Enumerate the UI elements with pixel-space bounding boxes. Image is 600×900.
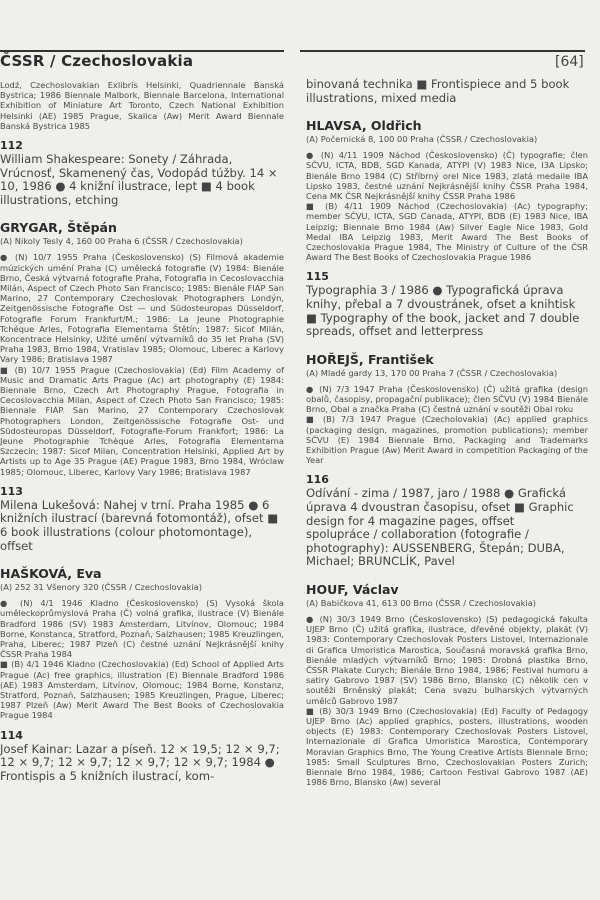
artist-name: HLAVSA, Oldřich (306, 118, 422, 134)
continuation-text: Lodź, Czechoslovakian Exlibris Helsinki, Quadriennale Banská Bystrica; 1986 Biennale Malbork, Biennale Barcelona, International Exhibition of Miniature Art Toronto, Czech National Exhibition Helsinki (AE) 1985 Prague, Skalica (Aw) Merit Award Biennale Banská Bystrica 1985 (0, 80, 284, 131)
artist-address: (A) Babičkova 41, 613 00 Brno (ČSSR / Czechoslovakia) (306, 597, 537, 608)
header-rule-right (300, 50, 585, 52)
artist-address: (A) Počernická 8, 100 00 Praha (ČSSR / Czechoslovakia) (306, 134, 538, 145)
work-description: Odívání - zima / 1987, jaro / 1988 ● Grafická úprava 4 dvoustran časopisu, ofset ■ Graphic design for 4 magazine pages, offset (306, 486, 574, 528)
artist-bio-czech: ● (N) 10/7 1955 Praha (Československo) (S) Filmová akademie múzických umění Praha (C) umělecká fotografie (V) 1984: Bienále Brno, Česká výtvarná fotografie Praha, Fotografia in Cecoslovacchia Milán, Aspect of Czech Photo San Francisco; 1985: Bienále FIAP San Marino, 27 Contemporary Czechoslovak Photographers Londýn, Zeitgenössische Fotografie Ost — und Südosteuropas Düsseldorf, Fotografie Forum Frankfurt/M.; 1986: La Jeune Photographie Tchéque Arles, Fotografia Elementarna Štětín; 1987: Sicof Milán, Koncentrace Helsinky, Užité umění výtvarníků do 35 let Praha (SV) Praha 1983, Brno 1984, Vratislav 1985; Olomouc, Liberec a Karlovy Vary 1986; Bratislava 1987 (0, 252, 284, 365)
work-description: Josef Kainar: Lazar a píseň. 12 × 19,5; 12 × 9,7; 12 × 9,7; 12 × 9,7; 12 × 9,7; 12 × 9,7; 1984 ● Frontispis a 5 knižních ilustrací, kom- (0, 741, 280, 783)
left-column (0, 80, 284, 783)
artist-address: (A) Nikoly Tesly 4, 160 00 Praha 6 (ČSSR / Czechoslovakia) (0, 236, 243, 247)
artist-address: (A) Mladé gardy 13, 170 00 Praha 7 (ČSSR / Czechoslovakia) (306, 367, 558, 378)
work-description: Milena Lukešová: Nahej v trní. Praha 1985 ● 6 knižních ilustrací (barevná fotomontáž), ofset ■ 6 book illustrations (colour photomontage), offset (0, 497, 279, 553)
collaboration-credits: spolupráce / collaboration (fotografie / photography): AUSSENBERG, Štepán; DUBA, Michael; BRUNCLÍK, Pavel (306, 527, 565, 569)
artist-bio-english: ■ (B) 4/1 1946 Kladno (Czechoslovakia) (Ed) School of Applied Arts Prague (Ac) free graphics, illustration (E) Biennale Bradford 1986 (AE) 1983 Amsterdam, Litvínov, Olomouc; 1984 Borne, Konstanz, Stratford, Poznań, Salzhausen; 1985 Kreuzlingen, Prague, Liberec; 1987 Plzeň (Aw) Merit Award The Best Books of Czechoslovakia Prague 1984 (0, 659, 284, 721)
work-number: 116 (306, 473, 329, 487)
artist-bio-english: ■ (B) 10/7 1955 Prague (Czechoslovakia) (Ed) Film Academy of Music and Dramatic Arts Prague (Ac) art photography (E) 1984: Biennale Brno, Czech Art Photography Prague, Fotografia in Cecoslovacchia Milan, Aspect of Czech Photo San Francisco; 1985: Biennale FIAP San Marino, 27 Contemporary Czechoslovak Photographers London, Zeitgenössische Fotografie Ost- und Südosteuropas Düsseldorf, Fotografie-Forum Frankfort; 1986: La Jeune Photographie Tchèque Arles, Fotografia Elementarna Szczecin; 1987: Sicof Milan, Concentration Helsinki, Applied Art by Artists up to Age 35 Prague (AE) Prague 1983, Brno 1984, Wróclaw 1985; Olomouc, Liberec, Karlovy Vary 1986; Bratislava 1987 (0, 364, 284, 477)
work-number: 114 (0, 728, 23, 742)
work-description: William Shakespeare: Sonety / Záhrada, Vrúcnosť, Skamenený čas, Vodopád túžby. 14 × 10, 1986 ● 4 knižní ilustrace, lept ■ 4 book illustrations, etching (0, 152, 278, 207)
artist-bio-czech: ● (N) 30/3 1949 Brno (Československo) (S) pedagogická fakulta UJEP Brno (Č) užitá grafika, ilustrace, dřevěné objekty, plakát (V) 1983: Contemporary Czechoslovak Posters Listovel, Internazionale di Grafica Umoristica Marostica, Současná moravská grafika Brno, Bienále mladých výtvarníků Brno; 1985: Drobná plastika Brno, ČSSR Plakate Curych; Bienále Brno 1984, 1986; Festival humoru a satiry Gabrovo 1987 (SV) 1986 Brno, Blansko (C) několik cen v soutěži Brněnský plakát; Cena svazu bulharských výtvarných umělců Gabrovo 1987 (306, 613, 588, 706)
work-number: 113 (0, 484, 23, 498)
work-number: 112 (0, 139, 23, 153)
artist-name: GRYGAR, Štěpán (0, 220, 117, 236)
artist-name: HOŘEJŠ, František (306, 351, 434, 367)
artist-bio-english: ■ (B) 30/3 1949 Brno (Czechoslovakia) (Ed) Faculty of Pedagogy UJEP Brno (Ac) applied graphics, posters, illustrations, wooden objects (E) 1983: Contemporary Czechoslovak Posters Listovel, Internazionale di Grafica Umoristica Marostica, Contemporary Moravian Graphics Brno, The Young Creative Artists Biennale Brno; 1985: Small Sculptures Brno, Czechoslovakian Posters Zurich; Biennale Brno 1984, 1986; Cartoon Festival Gabrovo 1987 (AE) 1986 Brno, Blansko (Aw) several (306, 705, 588, 788)
work-description: Typographia 3 / 1986 ● Typografická úprava knihy, přebal a 7 dvoustránek, ofset a knihtisk ■ Typography of the book, jacket and 7 double spreads, offset and letterpress (306, 283, 580, 339)
artist-name: HAŠKOVÁ, Eva (0, 566, 102, 582)
right-column (306, 78, 588, 787)
artist-bio-czech: ● (N) 4/11 1909 Náchod (Československo) (Č) typografie; člen SČVU, ICTA, BDB, SGD Kanada, ATYPI (V) 1983 Nice, I3A Lipsko; Bienále Brno 1984 (C) Stříbrný orel Nice 1983, zlatá medaile IBA Lipsko 1983, čestné uznání Nejkrásnější knihy ČSSR Praha 1984, Cena MK ČSR Nejkrásnější knihy ČSSR Praha 1986 (306, 150, 588, 201)
artist-bio-czech: ● (N) 4/1 1946 Kladno (Československo) (S) Vysoká škola uměleckoprůmyslová Praha (Č) volná grafika, ilustrace (V) Bienále Bradford 1986 (SV) 1983 Amsterdam, Litvínov, Olomouc; 1984 Borne, Konstanca, Stratford, Poznaň, Salzhausen; 1985 Kreuzlingen, Praha, Liberec; 1987 Plzeň (C) čestné uznání Nejkrásnější knihy ČSSR Praha 1984 (0, 598, 284, 660)
artist-bio-english: ■ (B) 4/11 1909 Náchod (Czechoslovakia) (Ac) typography; member SČVU, ICTA, SGD Canada, ATYPI, BDB (E) 1983 Nice, IBA Leipzig; Biennale Brno 1984 (Aw) Silver Eagle Nice 1983, Gold Medal IBA Leipzig 1983, Merit Award The Best Books of Czechoslovakia Prague 1984, The Ministry of Culture of the ČSR Award The Best Books of Czechoslovakia Prague 1986 (306, 201, 588, 263)
work-number: 115 (306, 270, 329, 284)
page-number: [64] (555, 54, 584, 70)
page-header-title: ČSSR / Czechoslovakia (0, 52, 194, 70)
artist-name: HOUF, Václav (306, 581, 399, 597)
continuation-text: binovaná technika ■ Frontispiece and 5 book illustrations, mixed media (306, 77, 570, 105)
artist-bio-czech: ● (N) 7/3 1947 Praha (Československo) (Č) užitá grafika (design obalů, časopisy, propagační publikace); člen SČVU (V) 1984 Bienále Brno, Obal a značka Praha (C) čestná uznání v soutěži Obal roku (306, 383, 588, 415)
artist-bio-english: ■ (B) 7/3 1947 Prague (Czecholovakia) (Ac) applied graphics (packaging design, magazines, promotion publications); member SČVU (E) 1984 Biennale Brno, Packaging and Trademarks Exhibition Prague (Aw) Merit Award in competition Packaging of the Year (306, 414, 588, 466)
artist-address: (A) 252 31 Všenory 320 (ČSSR / Czechoslovakia) (0, 582, 203, 593)
